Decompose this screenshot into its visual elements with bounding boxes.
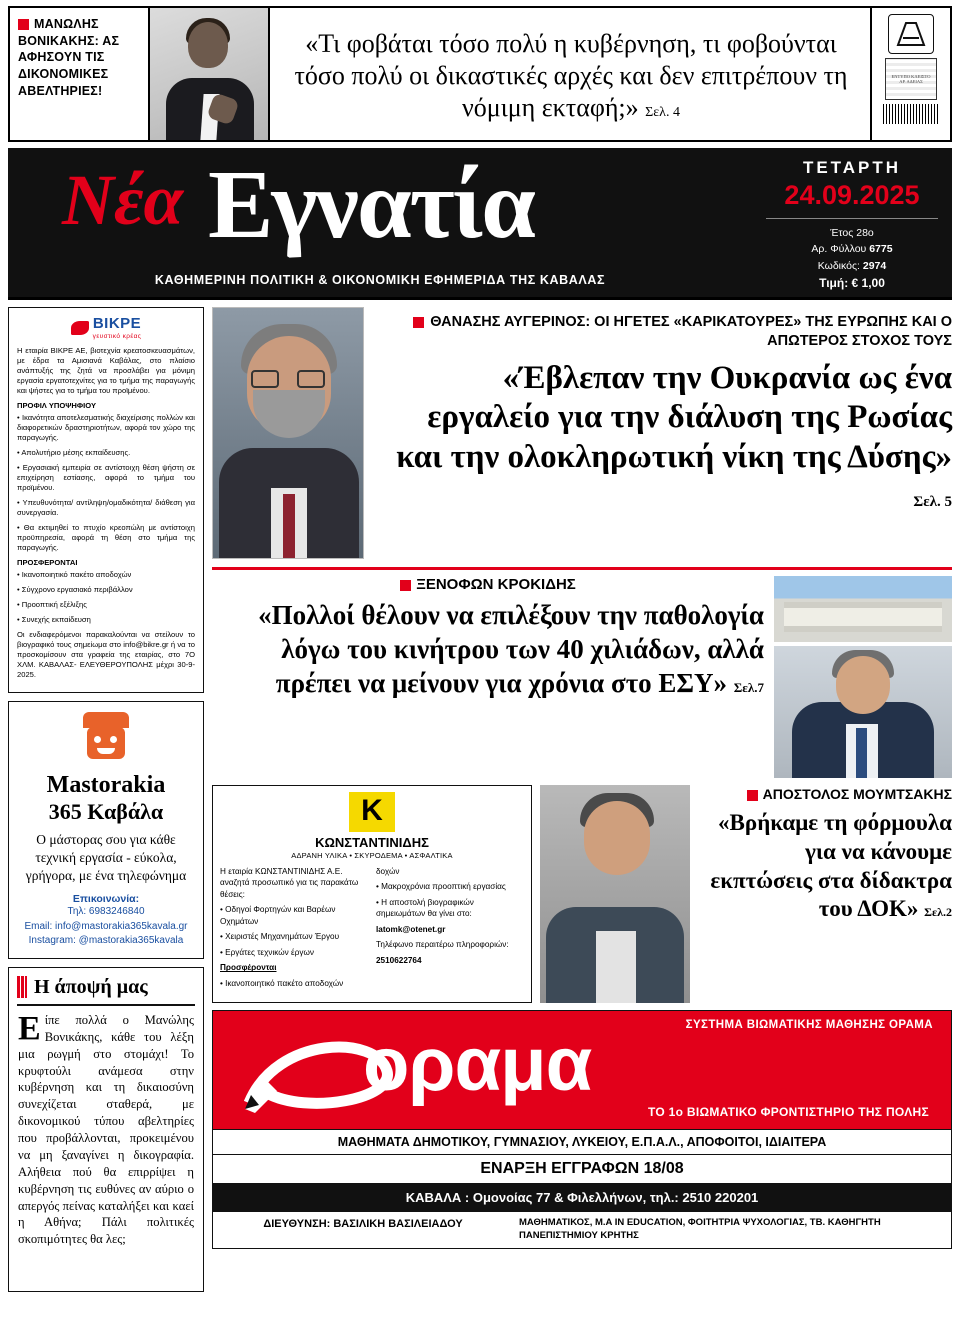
konstantinidis-phone[interactable]: 2510622764 xyxy=(376,955,422,965)
vikre-offer-2: • Σύγχρονο εργασιακό περιβάλλον xyxy=(17,585,133,595)
mastorakia-subtitle: 365 Καβάλα xyxy=(48,798,164,824)
flag-stripes-icon xyxy=(17,976,27,998)
mastorakia-instagram[interactable]: Instagram: @mastorakia365kavala xyxy=(28,935,184,947)
mastorakia-email[interactable]: Email: info@mastorakia365kavala.gr xyxy=(24,920,188,932)
mastorakia-mascot-icon xyxy=(77,712,135,766)
konstantinidis-pref-1-cont: δοχών xyxy=(376,867,400,876)
mastorakia-contact-title: Επικοινωνία: xyxy=(72,893,140,906)
masthead-year: Έτος 28ο xyxy=(830,227,874,239)
apostolos-kicker: ΑΠΟΣΤΟΛΟΣ ΜΟΥΜΤΣΑΚΗΣ xyxy=(698,785,952,803)
orama-tagline: ΤΟ 1ο ΒΙΩΜΑΤΙΚΟ ΦΡΟΝΤΙΣΤΗΡΙΟ ΤΗΣ ΠΟΛΗΣ xyxy=(647,1105,929,1119)
second-headline[interactable]: «Πολλοί θέλουν να επιλέξουν την παθολογία λόγω του κινήτρου των 40 χιλιάδων, αλλά πρέπει να μείνουν για χρόνια στο ΕΣΥ» Σελ.7 xyxy=(258,600,764,698)
apostolos-headline[interactable]: «Βρήκαμε τη φόρμουλα για να κάνουμε εκπτώσεις στα δίδακτρα του ΔΟΚ» Σελ.2 xyxy=(710,810,952,922)
orama-system-line: ΣΥΣΤΗΜΑ ΒΙΩΜΑΤΙΚΗΣ ΜΑΘΗΣΗΣ ΟΡΑΜΑ xyxy=(685,1019,933,1031)
masthead xyxy=(8,148,952,300)
top-banner-left xyxy=(10,8,150,140)
ad-mastorakia[interactable] xyxy=(8,701,204,959)
orama-wordmark: οραμα xyxy=(363,1022,592,1107)
opinion-text: ίπε πολλά ο Μανώλης Βονικάκης, κάθε του λέξη μια ρωγμή στο στομάχι! Το κρυφτούλι ανάμεσα στην κυβέρνηση και τη δικαιοσύνη συνεχίζεται σταθερά, με δικονομικού τύπου αβελτηρίες που προβάλλονται, προκειμένου να μη ξαναγίνει η δικογραφία. Αλήθεια πού θα επιρρίψει η κυβέρνηση τις ευθύνες αν αύριο ο απεργός πείνας καταλήξει και καεί η Αθήνα; Πάλι πολιτικές σκοπιμότητες θα λες; xyxy=(18,1012,194,1247)
left-column xyxy=(8,307,204,1292)
vikre-footer: Οι ενδιαφερόμενοι παρακαλούνται να στείλουν το βιογραφικό τους σημείωμα στο info@bikre.gr ή να το προσκομίσουν στα γραφεία της εταιρίας, στο 7Ο ΧΛΜ. ΚΑΒΑΛΑΣ- ΕΛΕΥΘΕΡΟΥΠΟΛΗΣ μέχρι 30-9-2025. xyxy=(17,630,195,680)
top-banner-right xyxy=(870,8,950,140)
orama-enroll: ΕΝΑΡΞΗ ΕΓΓΡΑΦΩΝ 18/08 xyxy=(213,1154,951,1183)
lead-kicker: ΘΑΝΑΣΗΣ ΑΥΓΕΡΙΝΟΣ: ΟΙ ΗΓΕΤΕΣ «ΚΑΡΙΚΑΤΟΥΡΕΣ» ΤΗΣ ΕΥΡΩΠΗΣ ΚΑΙ Ο ΑΠΩΤΕΡΟΣ ΣΤΟΧΟΣ ΤΟΥΣ xyxy=(374,313,952,351)
konstantinidis-pref-2: • Μακροχρόνια προοπτική εργασίας xyxy=(376,882,506,892)
vikre-logo xyxy=(17,315,195,340)
ad-orama[interactable] xyxy=(212,1010,952,1249)
third-row xyxy=(212,785,952,1003)
top-banner-quote-text: «Τι φοβάται τόσο πολύ η κυβέρνηση, τι φοβούνται τόσο πολύ οι δικαστικές αρχές και δεν επιτρέπουν τη νόμιμη εκταφή;» xyxy=(294,29,848,122)
konstantinidis-brand: ΚΩΝΣΤΑΝΤΙΝΙΔΗΣ xyxy=(315,835,429,850)
masthead-subtitle: ΚΑΘΗΜΕΡΙΝΗ ΠΟΛΙΤΙΚΗ & ΟΙΚΟΝΟΜΙΚΗ ΕΦΗΜΕΡΙΔΑ ΤΗΣ ΚΑΒΑΛΑΣ xyxy=(154,273,606,287)
konstantinidis-phone-text: Τηλέφωνο περαιτέρω πληροφοριών: xyxy=(376,940,509,950)
masthead-title xyxy=(8,148,752,297)
page-body xyxy=(8,307,952,1292)
vikre-profile-3: • Εργασιακή εμπειρία σε αντίστοιχη θέση ψήστη σε επιχείρηση εστίασης, αφορά το τμήμα του προϊμένου. xyxy=(17,463,195,493)
apostolos-portrait xyxy=(540,785,690,1003)
opinion-dropcap: Ε xyxy=(18,1009,41,1047)
barcode-icon xyxy=(883,104,939,124)
ad-vikre[interactable] xyxy=(8,307,204,693)
vikre-profile-4: • Υπευθυνότητα/ αντίληψη/ομαδικότητα/ διάθεση για συνεργασία. xyxy=(17,498,195,518)
red-square-icon xyxy=(747,790,758,801)
vikre-brand: ΒΙΚΡΕ xyxy=(92,315,142,332)
orama-director: ΔΙΕΥΘΥΝΣΗ: ΒΑΣΙΛΙΚΗ ΒΑΣΙΛΕΙΑΔΟΥ xyxy=(263,1218,463,1230)
red-square-icon xyxy=(400,580,411,591)
konstantinidis-pos-1: • Οδηγοί Φορτηγών και Βαρέων Οχημάτων xyxy=(220,905,336,926)
main-column xyxy=(212,307,952,1292)
konstantinidis-pos-3: • Εργάτες τεχνικών έργων xyxy=(220,947,314,957)
second-story[interactable] xyxy=(212,576,952,778)
vikre-intro: Η εταιρία ΒΙΚΡΕ ΑΕ, βιοτεχνία κρεατοσκευασμάτων, με έδρα τα Αμισιανά Καβάλας, στο πλαίσιο ανάπτυξής της ζητά να προσλάβει για μόνιμη εργασία εργατοτεχνίτες για το τμήμα της παραγωγής και ψήστες για το τμήμα του προϊμένου. xyxy=(17,346,195,396)
lead-headline[interactable]: «Έβλεπαν την Ουκρανία ως ένα εργαλείο για την διάλυση της Ρωσίας και την ολοκληρωτική νίκη της Δύσης» Σελ. 5 xyxy=(396,359,952,511)
orama-banner xyxy=(213,1011,951,1129)
second-kicker: ΞΕΝΟΦΩΝ ΚΡΟΚΙΔΗΣ xyxy=(212,576,764,593)
masthead-weekday: ΤΕΤΑΡΤΗ xyxy=(802,158,902,177)
masthead-date: 24.09.2025 xyxy=(784,180,920,210)
top-banner-headline: ΜΑΝΩΛΗΣ ΒΟΝΙΚΑΚΗΣ: ΑΣ ΑΦΗΣΟΥΝ ΤΙΣ ΔΙΚΟΝΟΜΙΚΕΣ ΑΒΕΛΤΗΡΙΕΣ! xyxy=(18,17,120,98)
konstantinidis-intro: Η εταιρία ΚΩΝΣΤΑΝΤΙΝΙΔΗΣ Α.Ε. αναζητά προσωπικό για τις παρακάτω θέσεις: xyxy=(220,867,359,899)
lead-portrait xyxy=(212,307,364,559)
mastorakia-title: Mastorakia xyxy=(46,772,166,799)
second-portrait xyxy=(774,646,952,778)
elta-post-icon xyxy=(888,14,934,54)
masthead-date-block xyxy=(752,148,952,297)
apostolos-ref: Σελ.2 xyxy=(924,905,952,920)
vikre-slogan: γευστικό κρέας xyxy=(92,333,142,340)
mastorakia-phone[interactable]: Τηλ: 6983246840 xyxy=(67,906,145,918)
vikre-profile-2: • Απολυτήριο μέσης εκπαίδευσης. xyxy=(17,448,131,458)
postal-stamp: ΕΝΤΥΠΟ ΚΛΕΙΣΤΟ ΑΡ. ΑΔΕΙΑΣ xyxy=(885,58,937,100)
opinion-box xyxy=(8,967,204,1292)
orama-courses: ΜΑΘΗΜΑΤΑ ΔΗΜΟΤΙΚΟΥ, ΓΥΜΝΑΣΙΟΥ, ΛΥΚΕΙΟΥ, Ε.Π.Α.Λ., ΑΠΟΦΟΙΤΟΙ, ΙΔΙΑΙΤΕΡΑ xyxy=(213,1129,951,1154)
konstantinidis-col-right xyxy=(376,866,524,996)
opinion-title: Η άποψή μας xyxy=(34,975,148,998)
hospital-building-photo xyxy=(774,576,952,642)
vikre-profile-1: • Ικανότητα αποτελεσματικής διαχείρισης πολλών και διαφορετικών δραστηριοτήτων, αφορά τον χώρο της παραγωγής. xyxy=(17,413,195,443)
vikre-offer-3: • Προοπτική εξέλιξης xyxy=(17,600,87,610)
vikre-swoosh-icon xyxy=(71,321,89,335)
lead-story[interactable] xyxy=(212,307,952,559)
vikre-offer-title: ΠΡΟΣΦΕΡΟΝΤΑΙ xyxy=(17,558,78,568)
lead-ref: Σελ. 5 xyxy=(913,494,952,511)
top-banner xyxy=(8,6,952,142)
vikre-profile-title: ΠΡΟΦΙΛ ΥΠΟΨΗΦΙΟΥ xyxy=(17,401,97,411)
konstantinidis-pos-2: • Χειριστές Μηχανημάτων Έργου xyxy=(220,932,340,942)
vikre-copy xyxy=(17,346,195,680)
vikre-profile-5: • Θα εκτιμηθεί το πτυχίο κρεοπώλη με αντίστοιχη προϋπηρεσία, αφορά τη θέση στο τμήμα της παραγωγής. xyxy=(17,523,195,553)
masthead-title-nea: Νέα xyxy=(62,160,184,240)
konstantinidis-pref-title: Προσφέρονται xyxy=(220,963,277,973)
top-banner-portrait xyxy=(150,8,270,140)
masthead-code: Κωδικός: 2974 xyxy=(817,259,887,272)
konstantinidis-cv-email[interactable]: latomk@otenet.gr xyxy=(376,924,446,934)
apostolos-story[interactable] xyxy=(540,785,952,1003)
masthead-issue: Αρ. Φύλλου 6775 xyxy=(811,243,893,256)
masthead-price: Τιμή: € 1,00 xyxy=(819,275,885,290)
top-banner-quote xyxy=(270,8,870,140)
mastorakia-desc: Ο μάστορας σου για κάθε τεχνική εργασία - εύκολα, γρήγορα, με ένα τηλεφώνημα xyxy=(25,831,187,884)
second-ref: Σελ.7 xyxy=(733,679,764,695)
top-banner-quote-ref: Σελ. 4 xyxy=(645,104,680,120)
konstantinidis-logo-letter: Κ xyxy=(349,792,395,832)
vikre-offer-1: • Ικανοποιητικό πακέτο αποδοχών xyxy=(17,570,132,580)
konstantinidis-logo xyxy=(220,792,524,860)
second-photos xyxy=(774,576,952,778)
orama-credentials: ΜΑΘΗΜΑΤΙΚΟΣ, M.A IN EDUCATION, ΦΟΙΤΗΤΡΙΑ ΨΥΧΟΛΟΓΙΑΣ, ΤΒ. ΚΑΘΗΓΗΤΗ ΠΑΝΕΠΙΣΤΗΜΙΟΥ ΚΡΗΤΗΣ xyxy=(519,1217,881,1241)
ad-konstantinidis[interactable] xyxy=(212,785,532,1003)
divider-red xyxy=(212,567,952,570)
masthead-title-egnatia: Εγνατία xyxy=(208,151,534,259)
vikre-offer-4: • Συνεχής εκπαίδευση xyxy=(17,615,91,625)
konstantinidis-cv-text: • Η αποστολή βιογραφικών σημειωμάτων θα γίνει στο: xyxy=(376,897,474,919)
opinion-text-wrap xyxy=(9,1009,203,1256)
red-square-icon xyxy=(18,19,29,30)
red-square-icon xyxy=(413,317,424,328)
konstantinidis-col-left xyxy=(220,866,368,996)
konstantinidis-slogan: ΑΔΡΑΝΗ ΥΛΙΚΑ • ΣΚΥΡΟΔΕΜΑ • ΑΣΦΑΛΤΙΚΑ xyxy=(291,851,453,860)
orama-address: ΚΑΒΑΛΑ : Ομονοίας 77 & Φιλελλήνων, τηλ.: 2510 220201 xyxy=(213,1183,951,1211)
orama-director-row xyxy=(213,1211,951,1248)
konstantinidis-pref-1: • Ικανοποιητικό πακέτο αποδοχών xyxy=(220,978,344,988)
